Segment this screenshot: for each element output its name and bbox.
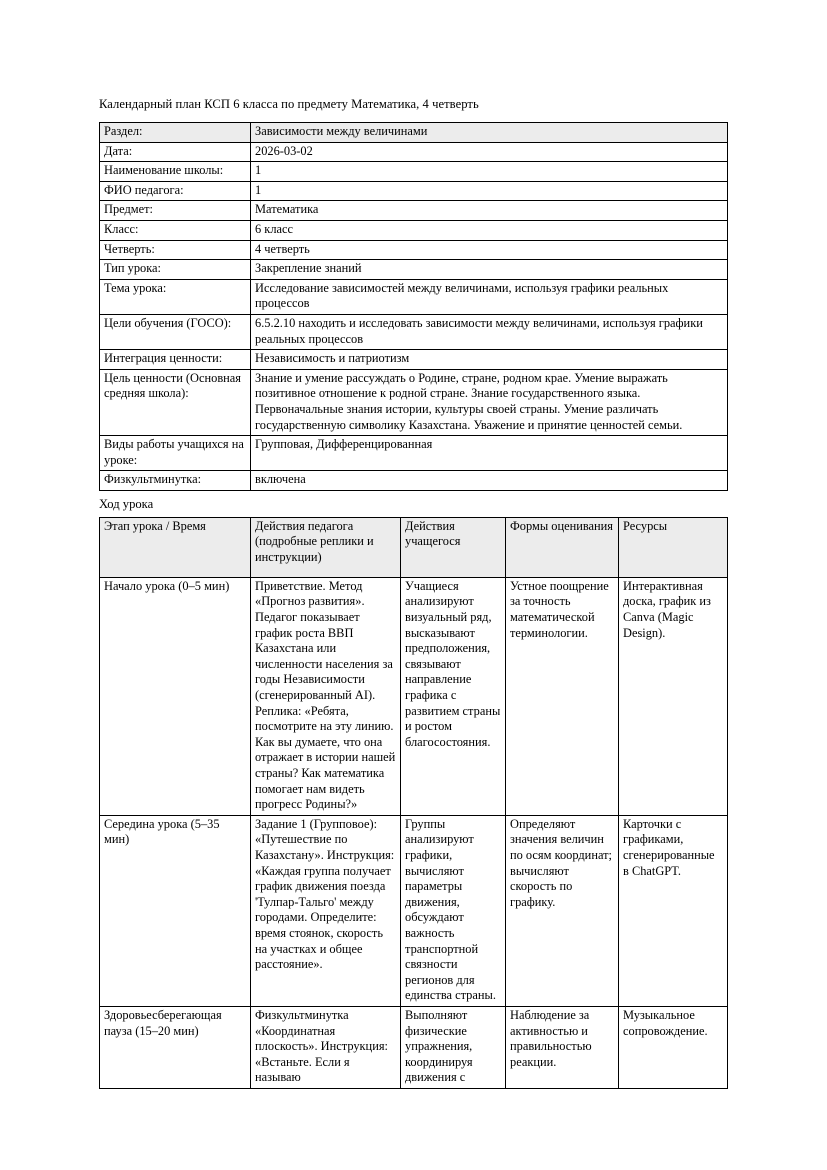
table-row [100,240,728,260]
table-row [100,201,728,221]
info-row-value: 6.5.2.10 находить и исследовать зависимости между величинами, используя графики реальных процессов [251,314,728,349]
info-row-value: включена [251,471,728,491]
info-row-value: 1 [251,162,728,182]
info-row-label: ФИО педагога: [100,181,251,201]
lesson-flow-table [99,517,728,1089]
flow-cell-assessment: Наблюдение за активностью и правильностью реакции. [506,1006,619,1088]
info-row-label: Четверть: [100,240,251,260]
table-row [100,1006,728,1088]
info-row-label: Тип урока: [100,260,251,280]
flow-cell-resources: Карточки с графиками, сгенерированные в ChatGPT. [619,815,728,1006]
info-row-value: 4 четверть [251,240,728,260]
flow-header-stage: Этап урока / Время [100,517,251,577]
lesson-info-table [99,122,728,491]
flow-cell-stage: Середина урока (5–35 мин) [100,815,251,1006]
info-row-value: Исследование зависимостей между величинами, используя графики реальных процессов [251,279,728,314]
table-row [100,279,728,314]
table-row [100,162,728,182]
flow-header-assessment: Формы оценивания [506,517,619,577]
flow-cell-student: Группы анализируют графики, вычисляют параметры движения, обсуждают важность транспортной связности регионов для единства страны. [401,815,506,1006]
flow-cell-student: Учащиеся анализируют визуальный ряд, высказывают предположения, связывают направление графика с развитием страны и ростом благосостояния. [401,577,506,815]
info-row-value: Знание и умение рассуждать о Родине, стране, родном крае. Умение выражать позитивное отношение к родной стране. Знание государственного языка. Первоначальные знания истории, культуры своей страны. Умение различать государственную символику Казахстана. Уважение и принятие ценностей семьи. [251,369,728,435]
flow-cell-teacher: Приветствие. Метод «Прогноз развития». Педагог показывает график роста ВВП Казахстана или численности населения за годы Независимости (сгенерированный AI). Реплика: «Ребята, посмотрите на эту линию. Как вы думаете, что она отражает в истории нашей страны? Как математика помогает нам видеть прогресс Родины?» [251,577,401,815]
table-row [100,471,728,491]
flow-cell-assessment: Определяют значения величин по осям координат; вычисляют скорость по графику. [506,815,619,1006]
lesson-flow-container [99,517,728,1137]
info-row-value: 6 класс [251,220,728,240]
flow-header-resources: Ресурсы [619,517,728,577]
table-row [100,181,728,201]
info-row-value: Групповая, Дифференцированная [251,436,728,471]
flow-cell-assessment: Устное поощрение за точность математической терминологии. [506,577,619,815]
flow-header-row [100,517,728,577]
table-row [100,314,728,349]
info-row-label: Наименование школы: [100,162,251,182]
flow-cell-stage: Начало урока (0–5 мин) [100,577,251,815]
flow-cell-teacher: Задание 1 (Групповое): «Путешествие по Казахстану». Инструкция: «Каждая группа получает график движения поезда 'Тулпар-Тальго' между городами. Определите: время стоянок, скорость на участках и общее расстояние». [251,815,401,1006]
info-row-label: Класс: [100,220,251,240]
page-title: Календарный план КСП 6 класса по предмету Математика, 4 четверть [99,97,479,111]
info-row-label: Цель ценности (Основная средняя школа): [100,369,251,435]
info-row-label: Виды работы учащихся на уроке: [100,436,251,471]
flow-header-student: Действия учащегося [401,517,506,577]
table-row [100,350,728,370]
table-row [100,220,728,240]
info-row-label: Интеграция ценности: [100,350,251,370]
info-row-label: Цели обучения (ГОСО): [100,314,251,349]
info-row-value: Закрепление знаний [251,260,728,280]
flow-cell-teacher: Физкультминутка «Координатная плоскость». Инструкция: «Встаньте. Если я называю [251,1006,401,1088]
info-row-value: 2026-03-02 [251,142,728,162]
info-row-value: 1 [251,181,728,201]
table-row [100,815,728,1006]
info-header-row [100,123,728,143]
table-row [100,369,728,435]
flow-cell-stage: Здоровьесберегающая пауза (15–20 мин) [100,1006,251,1088]
flow-cell-resources: Интерактивная доска, график из Canva (Magic Design). [619,577,728,815]
flow-header-teacher: Действия педагога (подробные реплики и инструкции) [251,517,401,577]
table-row [100,436,728,471]
info-row-label: Дата: [100,142,251,162]
info-row-value: Независимость и патриотизм [251,350,728,370]
table-row [100,260,728,280]
table-row [100,577,728,815]
table-row [100,142,728,162]
lesson-flow-heading: Ход урока [99,496,154,511]
flow-cell-resources: Музыкальное сопровождение. [619,1006,728,1088]
info-row-label: Предмет: [100,201,251,221]
info-header-value: Зависимости между величинами [251,123,728,143]
flow-cell-student: Выполняют физические упражнения, координируя движения с [401,1006,506,1088]
info-header-label: Раздел: [100,123,251,143]
info-row-value: Математика [251,201,728,221]
info-row-label: Физкультминутка: [100,471,251,491]
info-row-label: Тема урока: [100,279,251,314]
